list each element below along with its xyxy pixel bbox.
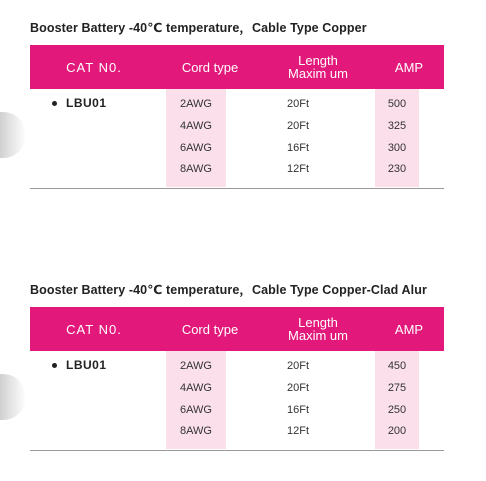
length-cell: 20Ft <box>286 382 309 394</box>
cat-no-value: LBU01 <box>66 358 107 372</box>
length-cell: 12Ft <box>286 425 309 437</box>
cord-cell: 6AWG <box>180 404 212 416</box>
length-cell: 20Ft <box>286 360 309 372</box>
header-amp: AMP <box>394 59 424 75</box>
cord-cell: 8AWG <box>180 163 212 175</box>
header-cat-no: CAT N0. <box>66 321 122 337</box>
length-cell: 20Ft <box>286 98 309 110</box>
header-cat-no: CAT N0. <box>66 59 122 75</box>
decorative-shadow <box>0 112 26 158</box>
decorative-shadow <box>0 374 26 420</box>
bullet-icon <box>52 101 57 106</box>
table-title: Booster Battery -40℃ temperature，Cable Type Copper <box>30 21 367 35</box>
cat-no-value: LBU01 <box>66 96 107 110</box>
amp-cell: 450 <box>387 360 407 372</box>
amp-cell: 275 <box>387 382 407 394</box>
cord-cell: 4AWG <box>180 120 212 132</box>
length-cell: 16Ft <box>286 404 309 416</box>
header-length-line2: Maxim um <box>288 328 348 343</box>
amp-cell: 300 <box>387 142 407 154</box>
header-length-line1: Length <box>298 53 338 68</box>
header-length <box>262 45 374 89</box>
table-bottom-rule <box>30 188 444 189</box>
cord-cell: 6AWG <box>180 142 212 154</box>
bullet-icon <box>52 363 57 368</box>
header-length-line2: Maxim um <box>288 66 348 81</box>
cord-cell: 2AWG <box>180 98 212 110</box>
table-title: Booster Battery -40℃ temperature，Cable Type Copper-Clad Alur <box>30 283 427 297</box>
header-cord-type: Cord type <box>181 59 239 75</box>
amp-cell: 230 <box>387 163 407 175</box>
cord-cell: 8AWG <box>180 425 212 437</box>
header-length-line1: Length <box>298 315 338 330</box>
amp-cell: 325 <box>387 120 407 132</box>
amp-cell: 200 <box>387 425 407 437</box>
table-header <box>30 307 444 351</box>
length-cell: 16Ft <box>286 142 309 154</box>
length-cell: 12Ft <box>286 163 309 175</box>
length-cell: 20Ft <box>286 120 309 132</box>
table-header <box>30 45 444 89</box>
table-bottom-rule <box>30 450 444 451</box>
header-cord-type: Cord type <box>181 321 239 337</box>
amp-cell: 500 <box>387 98 407 110</box>
cord-cell: 4AWG <box>180 382 212 394</box>
cord-cell: 2AWG <box>180 360 212 372</box>
header-amp: AMP <box>394 321 424 337</box>
header-length <box>262 307 374 351</box>
amp-cell: 250 <box>387 404 407 416</box>
